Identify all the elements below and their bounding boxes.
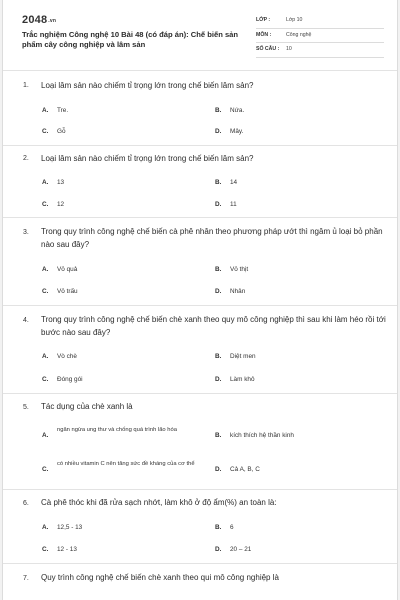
option-c[interactable]: C. Gỗ	[42, 128, 66, 135]
question-number: 2.	[23, 155, 29, 162]
divider	[3, 217, 398, 218]
question-number: 7.	[23, 575, 29, 582]
option-a[interactable]: A. Vò chè	[42, 353, 77, 360]
option-b[interactable]: B. Vỏ thịt	[215, 266, 249, 273]
divider	[3, 70, 398, 71]
question-number: 6.	[23, 500, 29, 507]
option-b[interactable]: B. Diệt men	[215, 353, 256, 360]
question-text: Loại lâm sản nào chiếm tỉ trọng lớn trong chế biến lâm sản?	[41, 81, 254, 90]
question-text: Trong quy trình công nghệ chế biến chè xanh theo quy mô công nghiệp thì sau khi làm héo rồi tới bước nào sau đây?	[41, 315, 386, 337]
meta-key: LỚP :	[256, 17, 271, 23]
option-a[interactable]: A. 12,5 - 13	[42, 524, 83, 531]
meta-row-subject	[256, 29, 384, 44]
meta-key: SỐ CÂU :	[256, 46, 280, 52]
option-c[interactable]: C. Đóng gói	[42, 376, 83, 383]
question-text: Quy trình công nghệ chế biến chè xanh theo qui mô công nghiệp là	[41, 573, 279, 582]
question-text: Tác dụng của chè xanh là	[41, 402, 133, 411]
quiz-page	[2, 0, 398, 600]
option-d[interactable]: D. Nhân	[215, 288, 246, 295]
page-title: Trắc nghiệm Công nghệ 10 Bài 48 (có đáp án): Chế biến sản phẩm cây công nghiệp và lâm sản	[22, 30, 239, 49]
question-number: 3.	[23, 229, 29, 236]
option-c[interactable]: C. có nhiều vitamin C nên tăng sức đề kháng của cơ thể	[42, 461, 195, 473]
option-a[interactable]: A. ngăn ngừa ung thư và chống quá trình lão hóa	[42, 427, 177, 439]
meta-row-class	[256, 14, 384, 29]
option-c[interactable]: C. Vỏ trấu	[42, 288, 78, 295]
question-number: 5.	[23, 404, 29, 411]
quiz-meta	[256, 14, 384, 58]
question-text: Trong quy trình công nghệ chế biến cà phê nhân theo phương pháp ướt thì ngâm ủ loại bỏ phần nào sau đây?	[41, 227, 383, 249]
option-b[interactable]: B. 6	[215, 524, 234, 531]
option-c[interactable]: C. 12 - 13	[42, 546, 77, 553]
option-a[interactable]: A. Tre.	[42, 107, 69, 114]
question-number: 4.	[23, 317, 29, 324]
option-b[interactable]: B. kích thích hệ thần kinh	[215, 432, 294, 439]
page-header	[3, 0, 398, 62]
option-c[interactable]: C. 12	[42, 201, 65, 208]
option-b[interactable]: B. Nứa.	[215, 107, 245, 114]
meta-value: Lớp 10	[286, 17, 303, 23]
option-a[interactable]: A. 13	[42, 179, 65, 186]
divider	[3, 305, 398, 306]
divider	[3, 489, 398, 490]
meta-key: MÔN :	[256, 31, 272, 38]
option-d[interactable]: D. Cả A, B, C	[215, 466, 260, 473]
option-b[interactable]: B. 14	[215, 179, 238, 186]
option-d[interactable]: D. 11	[215, 201, 237, 208]
option-d[interactable]: D. Làm khô	[215, 376, 255, 383]
option-d[interactable]: D. 20 – 21	[215, 546, 252, 553]
question-number: 1.	[23, 82, 29, 89]
divider	[3, 563, 398, 564]
divider	[3, 145, 398, 146]
meta-row-count	[256, 43, 384, 58]
site-logo[interactable]: 2048.vn	[22, 14, 57, 26]
meta-value: Công nghệ	[286, 31, 312, 38]
divider	[3, 393, 398, 394]
option-d[interactable]: D. Mây.	[215, 128, 244, 135]
option-a[interactable]: A. Vỏ quả	[42, 266, 78, 273]
question-text: Loại lâm sản nào chiếm tỉ trọng lớn trong chế biến lâm sản?	[41, 154, 254, 163]
question-text: Cà phê thóc khi đã rửa sạch nhớt, làm khô ở độ ẩm(%) an toàn là:	[41, 498, 277, 507]
meta-value: 10	[286, 46, 292, 52]
